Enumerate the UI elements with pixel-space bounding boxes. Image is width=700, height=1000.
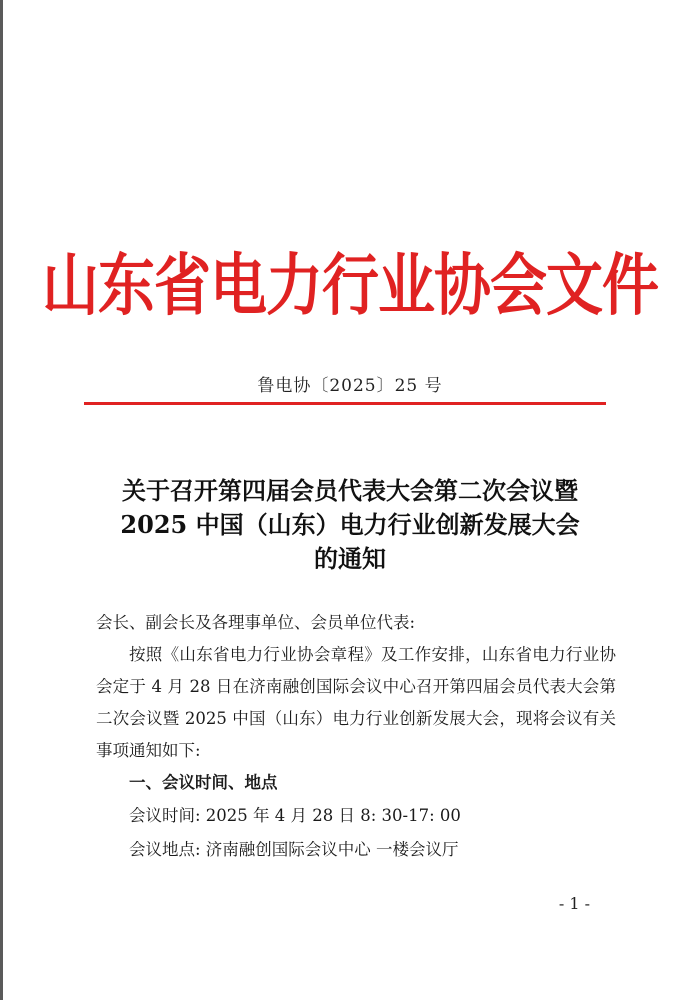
intro-paragraph: 按照《山东省电力行业协会章程》及工作安排，山东省电力行业协会定于 4 月 28 日在济南融创国际会议中心召开第四届会员代表大会第二次会议暨 2025 中国（山东）电力行业创新发展大会，现将会议有关事项通知如下: <box>96 645 616 760</box>
red-divider-line <box>84 402 606 405</box>
page-number: - 1 - <box>558 894 590 913</box>
title-line-2: 2025 中国（山东）电力行业创新发展大会 <box>120 510 580 539</box>
meeting-time: 会议时间: 2025 年 4 月 28 日 8: 30-17: 00 <box>129 806 461 825</box>
scan-edge-shadow <box>0 0 3 1000</box>
notice-body <box>96 607 616 867</box>
meeting-location: 会议地点: 济南融创国际会议中心 一楼会议厅 <box>129 840 459 859</box>
document-masthead: 山东省电力行业协会文件 <box>42 246 658 326</box>
salutation: 会长、副会长及各理事单位、会员单位代表: <box>96 613 416 632</box>
document-number: 鲁电协〔2025〕25 号 <box>257 376 443 396</box>
section-heading-time-location: 一、会议时间、地点 <box>129 773 278 792</box>
title-line-3: 的通知 <box>314 544 386 573</box>
title-line-1: 关于召开第四届会员代表大会第二次会议暨 <box>122 476 578 505</box>
notice-title <box>60 474 640 576</box>
